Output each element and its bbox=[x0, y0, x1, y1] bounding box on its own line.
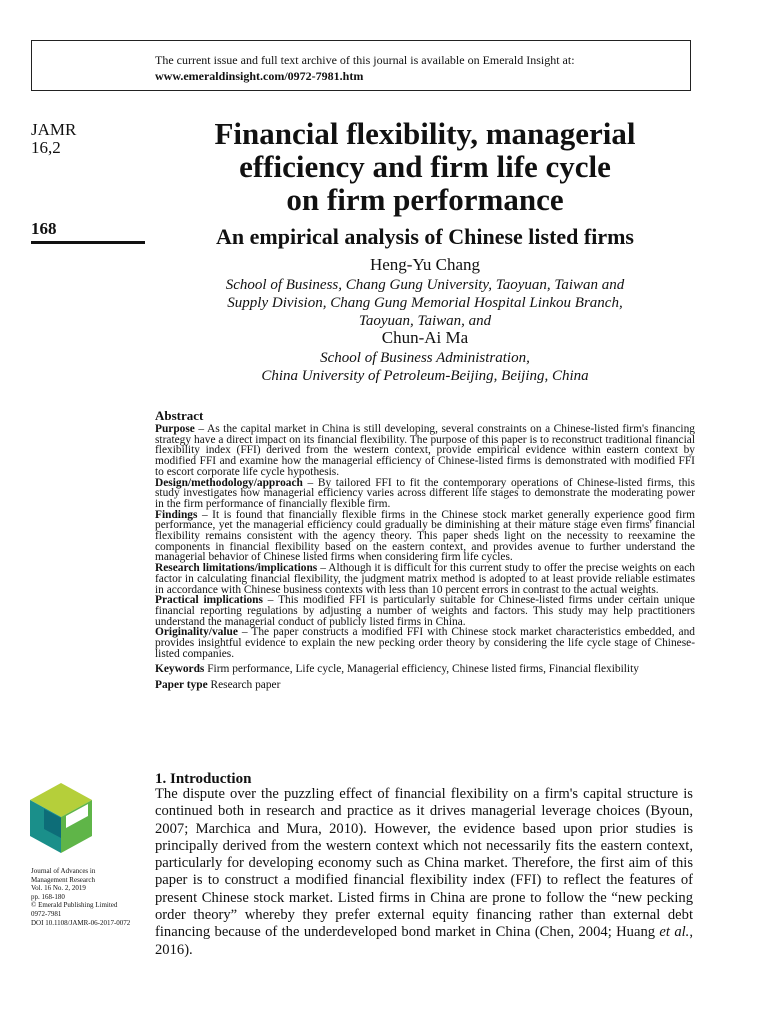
keywords bbox=[155, 661, 695, 677]
paper-type-label: Paper type bbox=[155, 679, 208, 692]
author-name: Heng-Yu Chang bbox=[369, 255, 480, 274]
archive-banner bbox=[31, 40, 691, 91]
doi[interactable]: DOI 10.1108/JAMR-06-2017-0072 bbox=[31, 918, 131, 927]
volume-issue: 16,2 bbox=[31, 138, 61, 157]
abstract-heading: Abstract bbox=[155, 408, 204, 423]
keywords-label: Keywords bbox=[155, 663, 205, 676]
section-label: Design/methodology/approach bbox=[155, 476, 303, 489]
section-label: Originality/value bbox=[155, 626, 238, 639]
section-label: Purpose bbox=[155, 423, 195, 435]
affiliation-line: School of Business Administration, bbox=[320, 350, 530, 366]
banner-text: The current issue and full text archive of this journal is available on Emerald Insight at: bbox=[155, 53, 575, 67]
paper-type bbox=[155, 677, 695, 693]
title-line: Financial flexibility, managerial bbox=[214, 116, 636, 151]
abstract-limitations: Research limitations/implications – Although it is difficult for this current study to offer the precise weights on each factor in calculating financial flexibility, the judgment matrix method is adopted to at least provide reliable estimates in accordance with Chinese business contexts with less than 10 percent errors in contrast to the actual weights. bbox=[155, 562, 695, 596]
journal-abbrev: JAMR bbox=[31, 120, 77, 139]
emerald-logo-icon bbox=[30, 783, 92, 853]
article-title bbox=[155, 117, 695, 216]
abstract-purpose: Purpose – As the capital market in China is still developing, several constraints on a Chinese-listed firm's financing strategy have a direct impact on its financial flexibility. The purpose of this paper is to reconstruct traditional financial flexibility index (FFI) derived from the western context, provide empirical evidence within eastern context by modified FFI and examine how the managerial efficiency of Chinese-listed firms is demonstrated with modified FFI to escort corporate life cycle hypothesis. bbox=[155, 423, 696, 478]
title-line: efficiency and firm life cycle bbox=[239, 149, 611, 184]
title-line: on firm performance bbox=[286, 182, 564, 217]
affiliation-line: School of Business, Chang Gung University, Taoyuan, Taiwan and bbox=[225, 277, 625, 293]
keywords-value: Firm performance, Life cycle, Managerial efficiency, Chinese listed firms, Financial flexibility bbox=[207, 663, 639, 676]
section-label: Practical implications bbox=[155, 594, 263, 607]
section-label: Research limitations/implications bbox=[155, 562, 318, 575]
abstract-practical: Practical implications – This modified FFI is particularly suitable for Chinese-listed firms under certain unique financial reporting regulations by adjusting a number of weights and factors. This study may help practitioners understand the managerial conduct of publicly listed firms in China. bbox=[155, 594, 695, 628]
abstract-findings: Findings – It is found that financially flexible firms in the Chinese stock market generally experience good firm performance, yet the managerial efficiency could gradually be diminishing at their mature stage even firms' financial flexibility remains consistent with the agency theory. This paper sheds light on the necessity to reexamine the components in financial flexibility based on the eastern context, and provides avenue to further understand the managerial behavior of Chinese listed firms when considering firm life cycles. bbox=[155, 508, 696, 564]
introduction-heading: 1. Introduction bbox=[155, 771, 252, 787]
abstract-originality: Originality/value – The paper constructs a modified FFI with Chinese stock market characteristics embedded, and provides insightful evidence to explain the new pecking order theory by considering the life cycle stage of Chinese-listed companies. bbox=[155, 626, 696, 660]
abstract bbox=[155, 408, 695, 693]
affiliation-line: China University of Petroleum-Beijing, Beijing, China bbox=[261, 368, 589, 384]
introduction-body: The dispute over the puzzling effect of financial flexibility on a firm's capital structure is continued both in research and practice as it drives managerial leverage choices (Byoun, 2007; Marchica and Mura, 2010). However, the evidence based upon prior studies is principally derived from the western context which not necessarily fits the eastern context, particularly for developing economy such as China market. Therefore, the first aim of this paper is to construct a modified financial flexibility index (FFI) to reflect the features of present Chinese stock market. Listed firms in China are prone to follow the “new pecking order theory” whereby they prefer external equity financing rather than external debt financing because of the underdeveloped bond market in China (Chen, 2004; Huang et al., 2016). bbox=[155, 786, 694, 958]
author-name: Chun-Ai Ma bbox=[381, 328, 469, 347]
article-subtitle: An empirical analysis of Chinese listed firms bbox=[216, 224, 634, 249]
journal-code bbox=[31, 121, 76, 157]
paper-type-value: Research paper bbox=[210, 679, 281, 692]
abstract-design: Design/methodology/approach – By tailored FFI to fit the contemporary operations of Chinese-listed firms, this study investigates how managerial efficiency varies across different life stages to demonstrate the moderating power in the firm performance of financially flexible firm. bbox=[155, 476, 695, 510]
banner-url[interactable]: www.emeraldinsight.com/0972-7981.htm bbox=[155, 69, 364, 83]
author-affiliation bbox=[155, 276, 695, 330]
section-label: Findings bbox=[155, 508, 198, 521]
page-number-rule bbox=[31, 241, 145, 244]
publisher-metadata: Journal of Advances in Management Research Vol. 16 No. 2, 2019 pp. 168-180 © Emerald Publishing Limited 0972-7981 DOI 10.1108/JAMR-06-2017-0072 bbox=[31, 867, 149, 927]
affiliation-line: Taoyuan, Taiwan, and bbox=[358, 313, 492, 329]
author-affiliation bbox=[155, 349, 695, 385]
affiliation-line: Supply Division, Chang Gung Memorial Hospital Linkou Branch, bbox=[227, 295, 623, 311]
page-number: 168 bbox=[31, 219, 57, 238]
